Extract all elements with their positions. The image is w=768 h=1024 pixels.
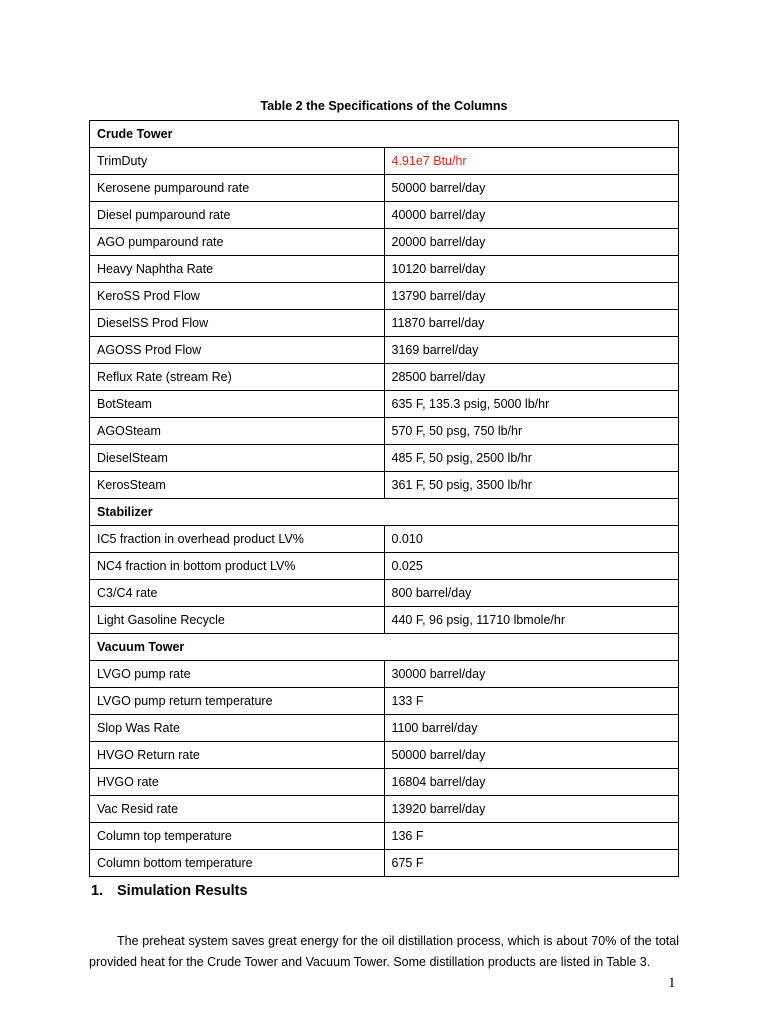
body-paragraph: The preheat system saves great energy for the oil distillation process, which is about 70% of the total provided heat for the Crude Tower and Vacuum Tower. Some distillation products are listed in Table 3. <box>89 933 679 969</box>
row-value: 40000 barrel/day <box>384 202 679 229</box>
row-label: C3/C4 rate <box>90 580 385 607</box>
row-value: 30000 barrel/day <box>384 661 679 688</box>
table-row <box>90 769 679 796</box>
section-title: Vacuum Tower <box>90 634 679 661</box>
row-label: HVGO Return rate <box>90 742 385 769</box>
row-label: Heavy Naphtha Rate <box>90 256 385 283</box>
row-label: IC5 fraction in overhead product LV% <box>90 526 385 553</box>
section-title: Crude Tower <box>90 121 679 148</box>
row-value: 675 F <box>384 850 679 877</box>
row-label: Vac Resid rate <box>90 796 385 823</box>
table-row <box>90 391 679 418</box>
table-row <box>90 418 679 445</box>
row-label: AGOSteam <box>90 418 385 445</box>
row-value: 50000 barrel/day <box>384 742 679 769</box>
section-heading-title: Simulation Results <box>117 883 248 899</box>
row-label: LVGO pump rate <box>90 661 385 688</box>
row-value: 1100 barrel/day <box>384 715 679 742</box>
table-row <box>90 229 679 256</box>
row-value: 11870 barrel/day <box>384 310 679 337</box>
table-caption: Table 2 the Specifications of the Columns <box>260 99 508 113</box>
row-label: BotSteam <box>90 391 385 418</box>
row-label: KerosSteam <box>90 472 385 499</box>
row-value: 4.91e7 Btu/hr <box>384 148 679 175</box>
row-label: Light Gasoline Recycle <box>90 607 385 634</box>
row-value: 50000 barrel/day <box>384 175 679 202</box>
row-value: 20000 barrel/day <box>384 229 679 256</box>
row-label: NC4 fraction in bottom product LV% <box>90 553 385 580</box>
row-value: 570 F, 50 psg, 750 lb/hr <box>384 418 679 445</box>
table-row <box>90 364 679 391</box>
row-label: Reflux Rate (stream Re) <box>90 364 385 391</box>
row-label: Slop Was Rate <box>90 715 385 742</box>
row-label: HVGO rate <box>90 769 385 796</box>
table-row <box>90 715 679 742</box>
table-row <box>90 283 679 310</box>
table-row <box>90 580 679 607</box>
table-row <box>90 823 679 850</box>
table-row <box>90 742 679 769</box>
row-value: 800 barrel/day <box>384 580 679 607</box>
row-value: 16804 barrel/day <box>384 769 679 796</box>
row-value: 13790 barrel/day <box>384 283 679 310</box>
table-row <box>90 526 679 553</box>
table-row <box>90 202 679 229</box>
row-label: TrimDuty <box>90 148 385 175</box>
table-row <box>90 175 679 202</box>
table-row <box>90 256 679 283</box>
section-title: Stabilizer <box>90 499 679 526</box>
row-label: LVGO pump return temperature <box>90 688 385 715</box>
row-label: AGOSS Prod Flow <box>90 337 385 364</box>
page-number: 1 <box>668 975 676 991</box>
row-value: 28500 barrel/day <box>384 364 679 391</box>
row-value: 635 F, 135.3 psig, 5000 lb/hr <box>384 391 679 418</box>
row-label: Kerosene pumparound rate <box>90 175 385 202</box>
table-section-header <box>90 121 679 148</box>
row-value: 10120 barrel/day <box>384 256 679 283</box>
table-section-header <box>90 634 679 661</box>
row-label: KeroSS Prod Flow <box>90 283 385 310</box>
table-section-header <box>90 499 679 526</box>
table-row <box>90 148 679 175</box>
table-row <box>90 445 679 472</box>
table-row <box>90 796 679 823</box>
row-label: Column top temperature <box>90 823 385 850</box>
row-value: 440 F, 96 psig, 11710 lbmole/hr <box>384 607 679 634</box>
table-row <box>90 472 679 499</box>
row-value: 485 F, 50 psig, 2500 lb/hr <box>384 445 679 472</box>
row-label: DieselSS Prod Flow <box>90 310 385 337</box>
row-label: DieselSteam <box>90 445 385 472</box>
table-row <box>90 310 679 337</box>
row-value: 13920 barrel/day <box>384 796 679 823</box>
row-value: 0.010 <box>384 526 679 553</box>
row-label: Diesel pumparound rate <box>90 202 385 229</box>
table-row <box>90 553 679 580</box>
row-label: Column bottom temperature <box>90 850 385 877</box>
row-value: 361 F, 50 psig, 3500 lb/hr <box>384 472 679 499</box>
section-number: 1. <box>91 883 104 899</box>
row-value: 3169 barrel/day <box>384 337 679 364</box>
row-label: AGO pumparound rate <box>90 229 385 256</box>
table-row <box>90 607 679 634</box>
section-heading <box>91 883 248 899</box>
table-row <box>90 850 679 877</box>
row-value: 136 F <box>384 823 679 850</box>
row-value: 133 F <box>384 688 679 715</box>
table-row <box>90 337 679 364</box>
table-row <box>90 661 679 688</box>
specifications-table <box>89 120 679 877</box>
table-row <box>90 688 679 715</box>
row-value: 0.025 <box>384 553 679 580</box>
